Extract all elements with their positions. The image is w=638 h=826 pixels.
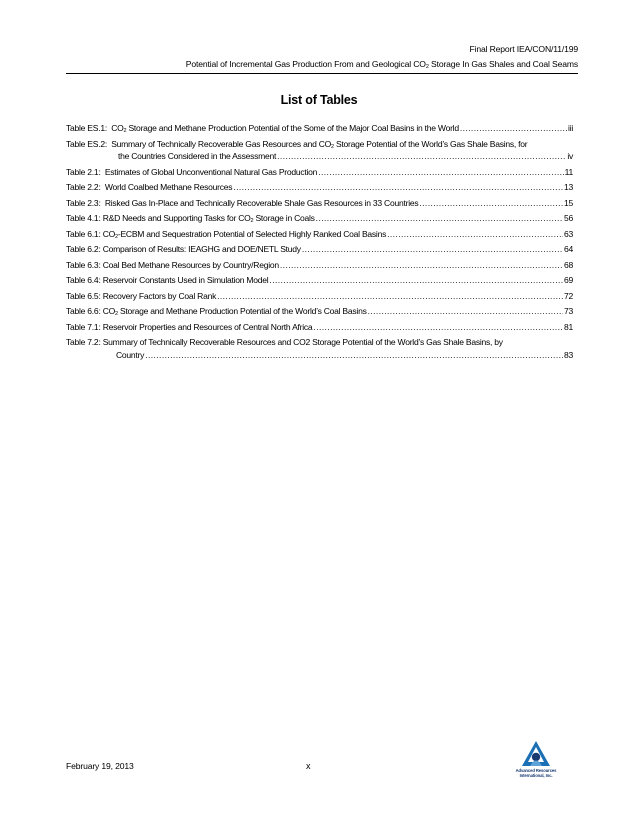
page-number: 73 [563, 306, 573, 316]
list-of-tables [66, 122, 573, 364]
toc-entry-6-4[interactable]: Table 6.4: Reservoir Constants Used in Simulation Model ..... 69 [66, 274, 573, 287]
page-number: 81 [563, 321, 573, 332]
header-rule [66, 73, 578, 74]
page-number: 69 [563, 275, 573, 285]
page-title: List of Tables [280, 93, 358, 107]
toc-entry-7-1[interactable]: Table 7.1: Reservoir Properties and Resources of Central North Africa ..... 81 [66, 321, 573, 334]
page-number: 11 [564, 166, 573, 177]
report-subtitle: Potential of Incremental Gas Production From and Geological $CO_2$ Storage In Gas Shales and Coal Seams [185, 59, 578, 70]
page-number: 15 [563, 197, 573, 208]
footer-date: February 19, 2013 [66, 761, 134, 771]
toc-entry-4-1[interactable]: Table 4.1: R&D Needs and Supporting Tasks for $CO_2$ Storage in Coals ..... 56 [66, 212, 573, 225]
page-number: 13 [563, 182, 573, 192]
page-number: iv [567, 151, 573, 161]
toc-entry-6-3[interactable]: Table 6.3: Coal Bed Methane Resources by Country/Region ..... 68 [66, 259, 573, 272]
page-number: 64 [563, 244, 573, 254]
toc-entry-7-2[interactable]: Table 7.2: Summary of Technically Recoverable Resources and CO2 Storage Potential of the World’s Gas Shale Basins, by Country ..... 83 [66, 336, 573, 361]
toc-entry-6-1[interactable]: Table 6.1: $CO_2$-ECBM and Sequestration Potential of Selected Highly Ranked Coal Basins ..... 63 [66, 228, 573, 241]
toc-entry-2-2[interactable]: Table 2.2: World Coalbed Methane Resources ..... 13 [66, 181, 573, 194]
toc-entry-es2[interactable]: Table ES.2: Summary of Technically Recoverable Gas Resources and $CO_2$ Storage Potential of the World’s Gas Shale Basins, for the Countries Considered in the Assessment ..... iv [66, 138, 573, 163]
report-id: Final Report IEA/CON/11/199 [469, 44, 578, 54]
page-number: 68 [563, 259, 573, 270]
page-number: 83 [563, 349, 573, 360]
toc-entry-6-2[interactable]: Table 6.2: Comparison of Results: IEAGHG and DOE/NETL Study ..... 64 [66, 243, 573, 256]
toc-entry-6-5[interactable]: Table 6.5: Recovery Factors by Coal Rank ..... 72 [66, 290, 573, 303]
footer-page-number: x [306, 761, 311, 771]
toc-entry-2-1[interactable]: Table 2.1: Estimates of Global Unconventional Natural Gas Production ..... 11 [66, 166, 573, 179]
logo-text: Advanced Resources International, Inc. [515, 768, 557, 778]
toc-entry-6-6[interactable]: Table 6.6: $CO_2$ Storage and Methane Production Potential of the World’s Coal Basins ..... 73 [66, 305, 573, 318]
toc-entry-es1[interactable]: Table ES.1: $CO_2$ Storage and Methane Production Potential of the Some of the Major Coal Basins in the World ..... iii [66, 122, 573, 135]
page-number: iii [568, 123, 573, 133]
page-number: 63 [563, 228, 573, 239]
page-number: 72 [563, 290, 573, 301]
page-number: 56 [563, 213, 573, 223]
toc-entry-2-3[interactable]: Table 2.3: Risked Gas In-Place and Technically Recoverable Shale Gas Resources in 33 Countries ..... 15 [66, 197, 573, 210]
advanced-resources-logo-icon [506, 738, 566, 792]
